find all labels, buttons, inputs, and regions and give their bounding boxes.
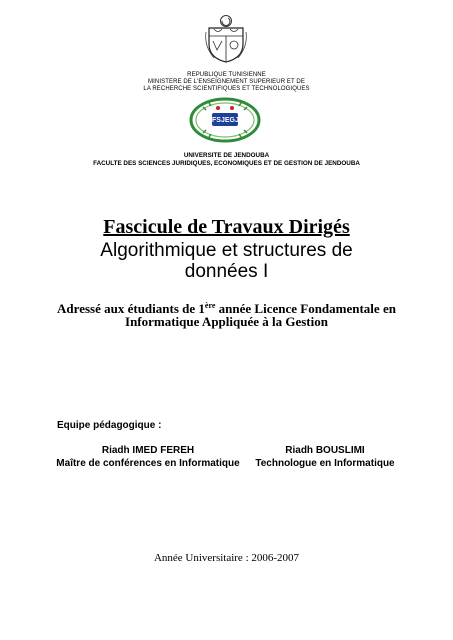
team-label: Equipe pédagogique : xyxy=(57,420,162,431)
coat-of-arms-emblem xyxy=(204,14,248,64)
addressed-after: année Licence Fondamentale en xyxy=(215,301,396,316)
subtitle-line-1: Algorithmique et structures de xyxy=(100,240,353,261)
logo-text: FSJEGJ xyxy=(212,117,239,124)
addressed-superscript: ère xyxy=(204,301,216,310)
university-name: UNIVERSITE DE JENDOUBA xyxy=(183,152,270,159)
document-title: Fascicule de Travaux Dirigés xyxy=(103,216,350,238)
addressed-line-2: Informatique Appliquée à la Gestion xyxy=(125,314,328,329)
gov-line-1: REPUBLIQUE TUNISIENNE xyxy=(187,72,266,78)
member-2-name: Riadh BOUSLIMI xyxy=(285,445,365,456)
gov-line-2: MINISTERE DE L'ENSEIGNEMENT SUPERIEUR ET DE xyxy=(148,79,305,85)
academic-year: Année Universitaire : 2006-2007 xyxy=(153,552,300,564)
member-1-role: Maître de conférences en Informatique xyxy=(56,458,240,469)
member-2 xyxy=(248,444,402,470)
subtitle-line-2: données I xyxy=(184,261,269,282)
member-2-role: Technologue en Informatique xyxy=(255,458,395,469)
member-1-name: Riadh IMED FEREH xyxy=(101,445,195,456)
member-1 xyxy=(52,444,244,470)
gov-line-3: LA RECHERCHE SCIENTIFIQUES ET TECHNOLOGIQUES xyxy=(143,86,310,92)
faculty-name: FACULTE DES SCIENCES JURIDIQUES, ECONOMIQUES ET DE GESTION DE JENDOUBA xyxy=(93,160,360,167)
addressed-before: Adressé aux étudiants de 1 xyxy=(57,301,205,316)
